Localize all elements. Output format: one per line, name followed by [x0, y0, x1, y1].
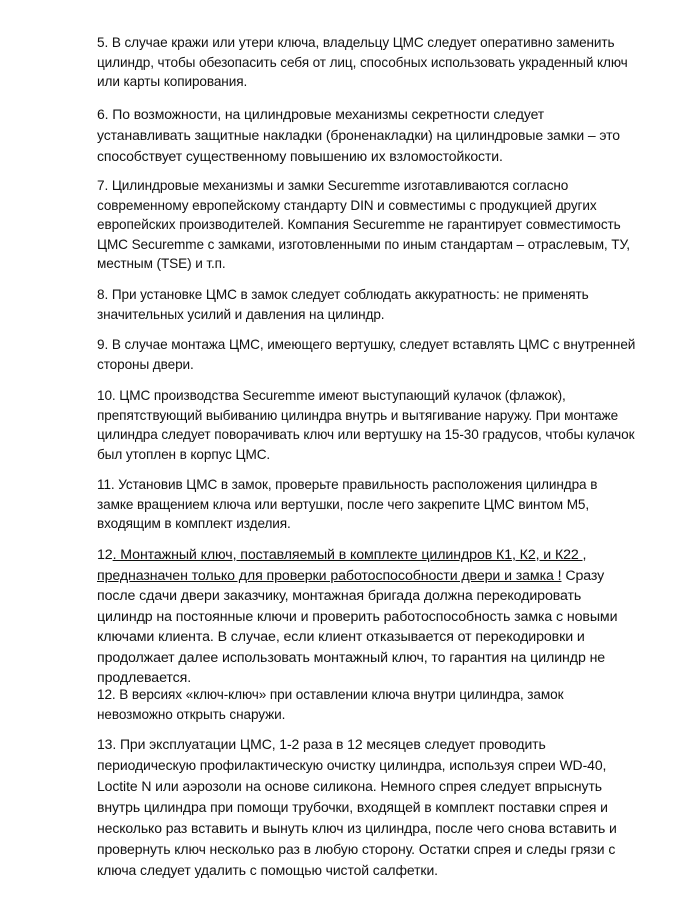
paragraph-13: 13. При эксплуатации ЦМС, 1-2 раза в 12 месяцев следует проводить периодическую профилактическую очистку цилиндра, используя спреи WD-40, Loctite N или аэрозоли на основе силикона. Немного спрея следует впрыснуть внутрь цилиндра при помощи трубочки, входящей в комплект поставки спрея и несколько раз вставить и вынуть ключ из цилиндра, после чего снова вставить и провернуть ключ несколько раз в любую сторону. Остатки спрея и следы грязи с ключа следует удалить с помощью чистой салфетки. [97, 736, 617, 878]
paragraph-8: 8. При установке ЦМС в замок следует соблюдать аккуратность: не применять значительных усилий и давления на цилиндр. [97, 287, 589, 322]
paragraph-9: 9. В случае монтажа ЦМС, имеющего вертушку, следует вставлять ЦМС с внутренней стороны двери. [97, 337, 636, 372]
paragraph-11: 11. Установив ЦМС в замок, проверьте правильность расположения цилиндра в замке вращением ключа или вертушки, после чего закрепите ЦМС винтом М5, входящим в комплект изделия. [97, 477, 598, 531]
paragraph-12-rest: Сразу после сдачи двери заказчику, монтажная бригада должна перекодировать цилиндр на постоянные ключи и проверить работоспособность замка с новыми ключами клиента. В случае, если клиент отказывается от перекодировки и продолжает далее использовать монтажный ключ, то гарантия на цилиндр не продлевается. [97, 567, 618, 686]
paragraph-7: 7. Цилиндровые механизмы и замки Securemme изготавливаются согласно современному европейскому стандарту DIN и совместимы с продукцией других европейских производителей. Компания Securemme не гарантирует совместимость ЦМС Securemme с замками, изготовленными по иным стандартам – отраслевым, ТУ, местным (TSE) и т.п. [97, 178, 630, 271]
paragraph-12-warning [97, 545, 637, 689]
paragraph-10: 10. ЦМС производства Securemme имеют выступающий кулачок (флажок), препятствующий выбиванию цилиндра внутрь и вытягивание наружу. При монтаже цилиндра следует поворачивать ключ или вертушку на 15-30 градусов, чтобы кулачок был утоплен в корпус ЦМС. [97, 388, 635, 462]
paragraph-12-number: 12 [97, 547, 113, 563]
paragraph-6: 6. По возможности, на цилиндровые механизмы секретности следует устанавливать защитные накладки (броненакладки) на цилиндровые замки – это способствует существенному повышению их взломостойкости. [97, 106, 620, 164]
paragraph-5: 5. В случае кражи или утери ключа, владельцу ЦМС следует оперативно заменить цилиндр, чтобы обезопасить себя от лиц, способных использовать украденный ключ или карты копирования. [97, 35, 628, 89]
paragraph-12-underlined-warning: . Монтажный ключ, поставляемый в комплекте цилиндров К1, К2, и К22 , предназначен только для проверки работоспособности двери и замка ! [97, 547, 587, 584]
paragraph-12-key-key: 12. В версиях «ключ-ключ» при оставлении ключа внутри цилиндра, замок невозможно открыть снаружи. [97, 687, 564, 722]
